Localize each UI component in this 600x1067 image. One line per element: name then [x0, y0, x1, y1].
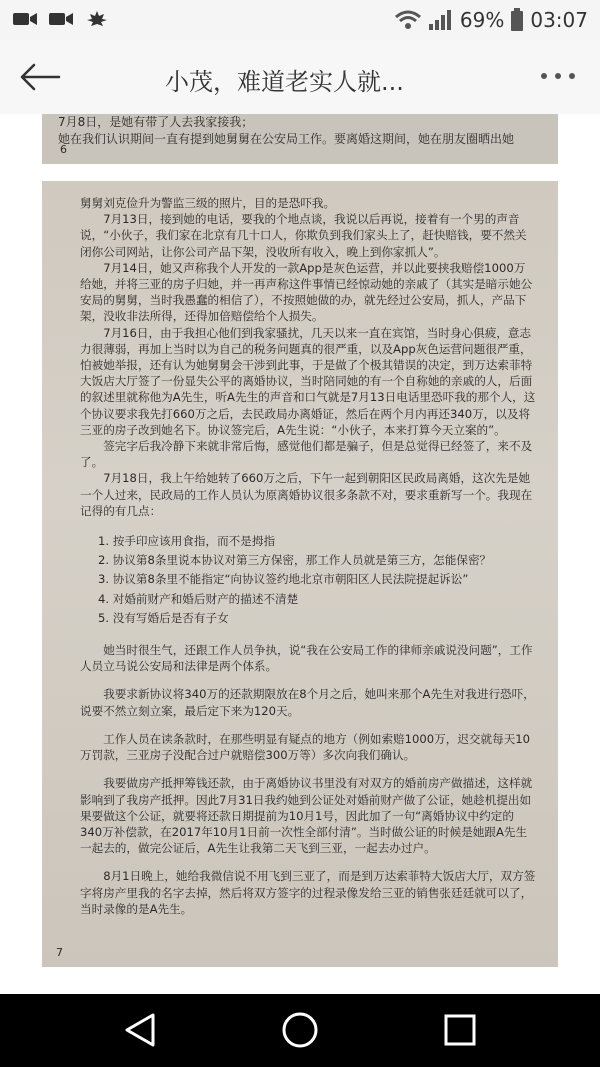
camera-icon — [48, 10, 74, 28]
app-bar — [0, 40, 600, 115]
clock: 03:07 — [530, 8, 588, 32]
doc-paragraph: 我要求新协议将340万的还款期限放在8个月之后，她叫来那个A先生对我进行恐吓，说要不然立刻立案，最后定下来为120天。 — [80, 687, 535, 718]
doc-paragraph: 7月18日，我上午给她转了660万之后，下午一起到朝阳区民政局离婚，这次先是她一个人过来，民政局的工作人员认为原离婚协议很多条款不对，要求重新写一个。我现在记得的有几点： — [80, 471, 533, 518]
signal-icon — [428, 9, 454, 31]
document-image-page — [42, 181, 558, 967]
page-number: 7 — [56, 945, 63, 959]
more-options-button[interactable] — [534, 58, 582, 94]
battery-icon — [510, 8, 524, 32]
wifi-icon — [394, 9, 422, 31]
doc-paragraph: 8月1日晚上，她给我微信说不用飞到三亚了，而是到万达索菲特大饭店大厅，双方签字将房产里我的名字去掉，然后将双方签字的过程录像发给三亚的销售张廷廷就可以了，当时录像的是A先生。 — [80, 869, 536, 916]
article-content[interactable] — [0, 114, 600, 994]
list-item: 2. 协议第8条里说本协议对第三方保密，那工作人员就是第三方，怎能保密？ — [98, 553, 492, 568]
page-number: 6 — [60, 143, 67, 156]
doc-paragraph: 工作人员在读条款时，在那些明显有疑点的地方（例如索赔1000万，迟交就每天10万罚款，三亚房子没配合过户就赔偿300万等）多次向我们确认。 — [80, 731, 531, 763]
doc-paragraph: 7月14日，她又声称我个人开发的一款App是灰色运营，并以此要挟我赔偿1000万给她，并将三亚的房子归她，并一再声称这件事情已经惊动她的亲戚了（其实是暗示她公安局的舅舅，当时我愚蠢的相信了），不按照她做的办，就先经过公安局，抓人，产品下架，没收非法所得，还得加倍赔偿给个人损失。 — [80, 260, 533, 324]
square-recents-icon — [443, 1013, 477, 1047]
more-icon — [538, 71, 578, 81]
doc-paragraph: 我要做房产抵押筹钱还款，由于离婚协议书里没有对双方的婚前房产做描述，这样就影响到了我房产抵押。因此7月31日我约她到公证处对婚前财产做了公证，她趁机提出如果要做这个公证，就要将还款日期提前为10月1号，因此加了一句“离婚协议中约定的340万补偿款，在2017年10月1日前一次性全部付清”。当时做公证的时候是她跟A先生一起去的，做完公证后，A先生让我第二天飞到三亚，一起去办过户。 — [80, 776, 533, 856]
doc-paragraph: 舅舅刘克俭升为警监三级的照片，目的是恐吓我。 — [80, 196, 336, 210]
nav-back-button[interactable] — [120, 1012, 160, 1048]
back-button[interactable] — [14, 56, 66, 98]
page-title: 小茂，难道老实人就... — [165, 68, 404, 96]
leaf-icon — [84, 10, 110, 28]
circle-home-icon — [281, 1011, 319, 1049]
doc-paragraph: 她当时很生气，还跟工作人员争执，说“我在公安局工作的律师亲戚说没问题”，工作人员立马说公安局和法律是两个体系。 — [80, 643, 533, 674]
list-item: 3. 协议第8条里不能指定“向协议签约地北京市朝阳区人民法院提起诉讼” — [98, 572, 469, 587]
doc-list — [98, 533, 536, 626]
system-nav-bar — [0, 994, 600, 1067]
document-image-previous-page — [42, 114, 558, 164]
list-item: 1. 按手印应该用食指，而不是拇指 — [98, 534, 276, 549]
page-top-line: 7月8日，是她有带了人去我家接我； — [58, 115, 254, 129]
doc-paragraph: 7月13日，接到她的电话，要我的个地点谈，我说以后再说，接着有一个男的声音说，“小伙子，我们家在北京有几十口人，你欺负到我们家头上了，赶快赔钱，要不然关闭你公司网站，让你公司产品下架，没收所有收入，晚上到你家抓人”。 — [80, 212, 527, 259]
doc-paragraph: 签完字后我冷静下来就非常后悔，感觉他们都是骗子，但是总觉得已经签了，来不及了。 — [80, 439, 533, 470]
page-top-line: 她在我们认识期间一直有提到她舅舅在公安局工作。要离婚这期间，她在朋友圈晒出她 — [58, 132, 515, 146]
doc-paragraph: 7月16日，由于我担心他们到我家骚扰，几天以来一直在宾馆，当时身心俱疲，意志力很薄弱，再加上当时以为自己的税务问题真的很严重，以及App灰色运营问题很严重，怕被她举报，还有认为她舅舅会干涉到此事，于是做了个极其错误的决定，到万达索菲特大饭店大厅签了一份显失公平的离婚协议，当时陪同她的有一个自称她的亲戚的人，后面的叙述里就称他为A先生，听A先生的声音和口气就是7月13日电话里恐吓我的那个人，这个协议要求我先打660万之后，去民政局办离婚证，然后在两个月内再还340万，以及将三亚的房子改到她名下。协议签完后，A先生说：“小伙子，本来打算今天立案的”。 — [80, 325, 536, 437]
nav-recents-button[interactable] — [440, 1012, 480, 1048]
list-item: 5. 没有写婚后是否有子女 — [98, 610, 229, 625]
triangle-back-icon — [123, 1012, 157, 1048]
list-item: 4. 对婚前财产和婚后财产的描述不清楚 — [98, 591, 299, 606]
nav-home-button[interactable] — [280, 1012, 320, 1048]
arrow-left-icon — [19, 62, 61, 92]
status-bar — [0, 0, 600, 40]
battery-percent: 69% — [459, 8, 505, 32]
video-icon — [12, 10, 38, 28]
